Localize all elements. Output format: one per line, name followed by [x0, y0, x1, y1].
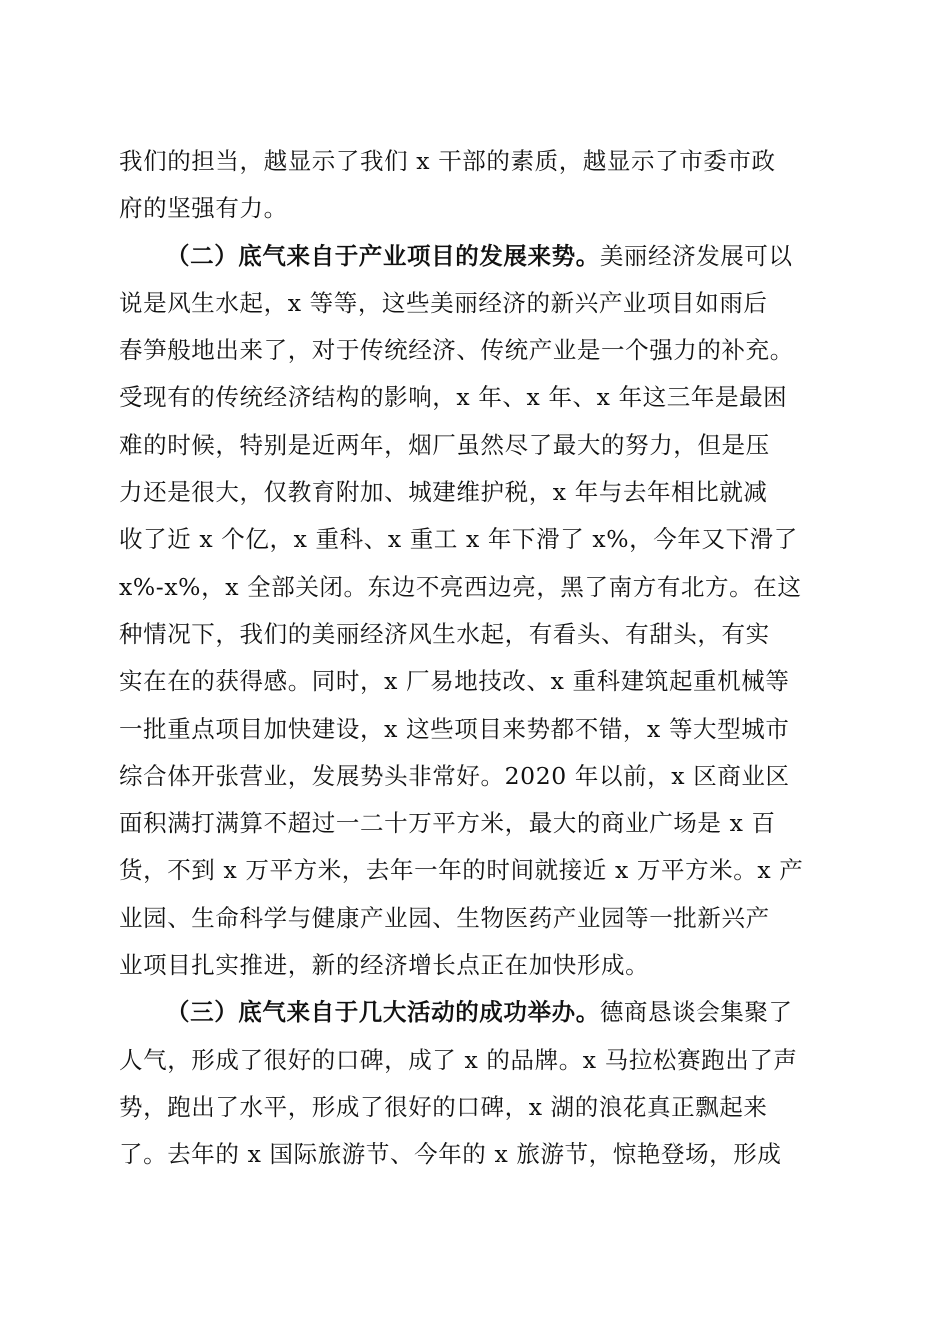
paragraph-2-line-11: 一批重点项目加快建设，x 这些项目来势都不错，x 等大型城市	[119, 714, 790, 743]
paragraph-3-heading: （三）底气来自于几大活动的成功举办。	[166, 998, 600, 1027]
paragraph-2-line-4: 受现有的传统经济结构的影响，x 年、x 年、x 年这三年是最困	[119, 383, 788, 412]
paragraph-2-first-line-rest: 美丽经济发展可以	[599, 241, 793, 270]
paragraph-2-line-1	[119, 233, 831, 280]
paragraph-2-line-15: 业园、生命科学与健康产业园、生物医药产业园等一批新兴产	[119, 903, 770, 932]
paragraph-3-line-3: 势，跑出了水平，形成了很好的口碑，x 湖的浪花真正飘起来	[119, 1092, 768, 1121]
paragraph-2-line-7: 收了近 x 个亿，x 重科、x 重工 x 年下滑了 x%，今年又下滑了	[119, 525, 798, 554]
paragraph-2-heading: （二）底气来自于产业项目的发展来势。	[166, 241, 600, 270]
paragraph-3-line-4: 了。去年的 x 国际旅游节、今年的 x 旅游节，惊艳登场，形成	[119, 1140, 782, 1169]
paragraph-3-line-1	[119, 989, 831, 1036]
paragraph-2-line-12: 综合体开张营业，发展势头非常好。2020 年以前，x 区商业区	[119, 761, 790, 790]
paragraph-2-line-5: 难的时候，特别是近两年，烟厂虽然尽了最大的努力，但是压	[119, 430, 770, 459]
paragraph-2-line-10: 实在在的获得感。同时，x 厂易地技改、x 重科建筑起重机械等	[119, 667, 790, 696]
paragraph-2-line-2: 说是风生水起，x 等等，这些美丽经济的新兴产业项目如雨后	[119, 288, 768, 317]
paragraph-2-line-14: 货，不到 x 万平方米，去年一年的时间就接近 x 万平方米。x 产	[119, 856, 804, 885]
paragraph-3-first-line-rest: 德商恳谈会集聚了	[599, 998, 793, 1027]
paragraph-3-line-2: 人气，形成了很好的口碑，成了 x 的品牌。x 马拉松赛跑出了声	[119, 1045, 798, 1074]
paragraph-2-line-6: 力还是很大，仅教育附加、城建维护税，x 年与去年相比就减	[119, 478, 768, 507]
paragraph-2-line-8: x%-x%，x 全部关闭。东边不亮西边亮，黑了南方有北方。在这	[119, 572, 802, 601]
paragraph-2-line-16: 业项目扎实推进，新的经济增长点正在加快形成。	[119, 951, 650, 980]
paragraph-1-line-2: 府的坚强有力。	[119, 194, 288, 223]
paragraph-2-line-13: 面积满打满算不超过一二十万平方米，最大的商业广场是 x 百	[119, 809, 776, 838]
document-body	[119, 138, 831, 1179]
paragraph-1-line-1: 我们的担当，越显示了我们 x 干部的素质，越显示了市委市政	[119, 147, 776, 175]
paragraph-2-line-3: 春笋般地出来了，对于传统经济、传统产业是一个强力的补充。	[119, 336, 794, 365]
paragraph-2-line-9: 种情况下，我们的美丽经济风生水起，有看头、有甜头，有实	[119, 619, 770, 648]
